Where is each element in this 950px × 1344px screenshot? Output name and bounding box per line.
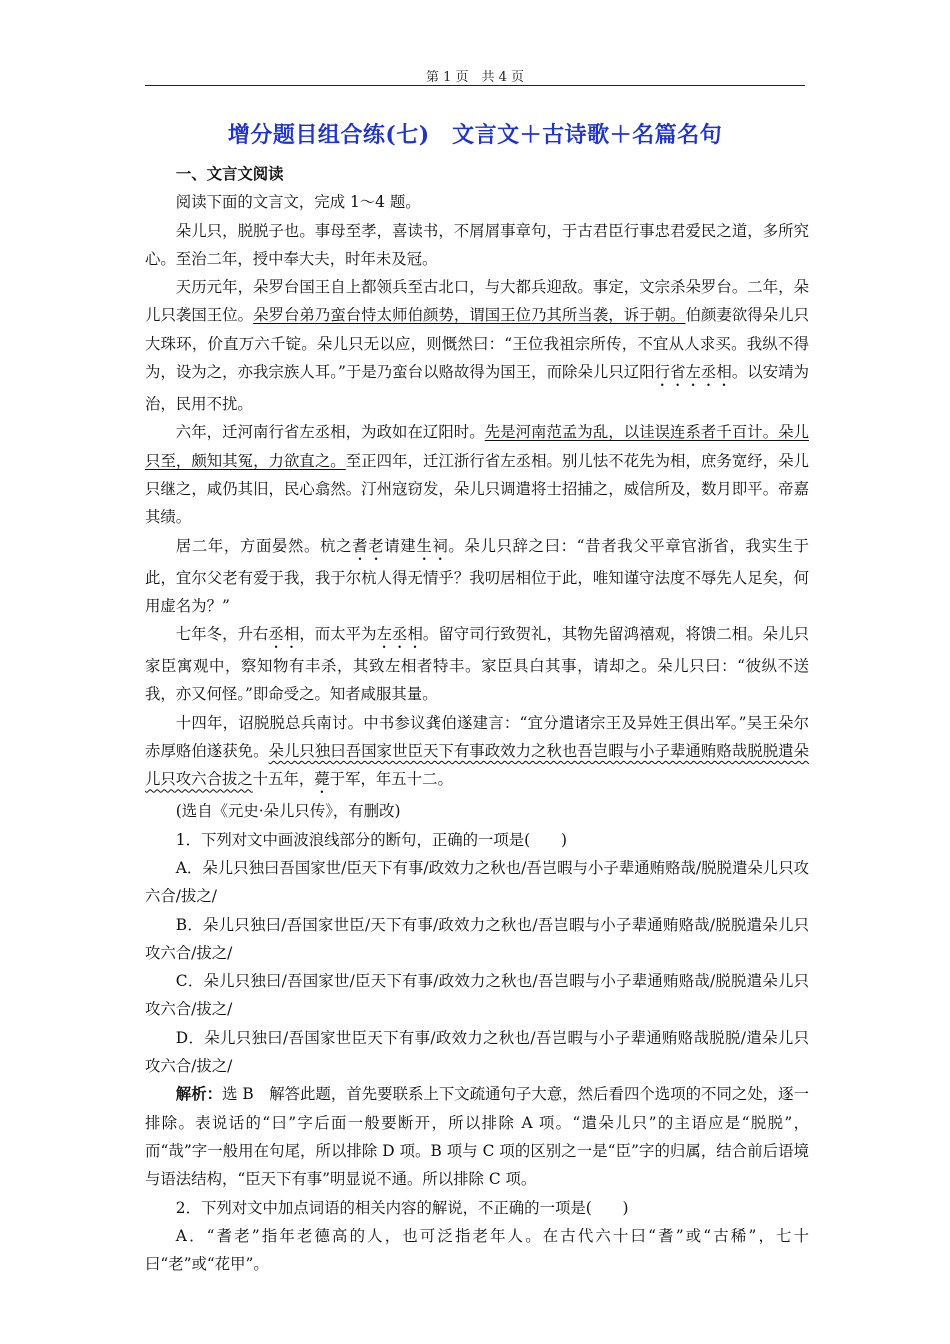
instruction: 阅读下面的文言文，完成 1～4 题。 (175, 193, 421, 212)
passage-paragraph-5: 七年冬，升右丞相，而太平为左丞相。留守司行致贺礼，其物先留鸿禧观，将馈二相。朵儿只家臣寓观中，察知物有丰杀，其致左相者特丰。家臣具白其事，请却之。朵儿只曰：“彼纵不送我，亦又何怪。”即命受之。知者咸服其量。 (145, 625, 809, 704)
question-2-option-a: A．“耆老”指年老德高的人，也可泛指老年人。在古代六十曰“耆”或“古稀”，七十曰“老”或“花甲”。 (145, 1226, 809, 1274)
dotted-term: 薨 (314, 770, 330, 789)
question-1-option-a: A．朵儿只独曰吾国家世/臣天下有事/政效力之秋也/吾岂暇与小子辈通贿赂哉/脱脱遣朵儿只攻六合/拔之/ (145, 858, 809, 906)
dotted-term: 耆老 (352, 536, 385, 555)
underlined-sentence-2: 先是河南范孟为乱，以诖误连系者千百计。朵儿只至，颇知其冤，力欲直之。 (145, 423, 809, 470)
underlined-sentence-1: 朵罗台弟乃蛮台恃太师伯颜势，谓国王位乃其所当袭，诉于朝。 (253, 306, 686, 325)
page-header: 第 1 页 共 4 页 (425, 70, 525, 85)
analysis-label: 解析： (175, 1085, 223, 1104)
question-1-option-b: B．朵儿只独曰/吾国家世臣/天下有事/政效力之秋也/吾岂暇与小子辈通贿赂哉/脱脱遣朵儿只攻六合/拔之/ (145, 915, 809, 962)
passage-paragraph-3: 六年，迁河南行省左丞相，为政如在辽阳时。先是河南范孟为乱，以诖误连系者千百计。朵儿只至，颇知其冤，力欲直之。至正四年，迁江浙行省左丞相。别儿怯不花先为相，庶务宽纾，朵儿只继之，咸仍其旧，民心翕然。汀州寇窃发，朵儿只调遣将士招捕之，威信所及，数月即平。帝嘉其绩。 (145, 423, 809, 527)
question-1-analysis (145, 1080, 809, 1193)
passage-paragraph-1: 朵儿只，脱脱子也。事母至孝，喜读书，不屑屑事章句，于古君臣行事忠君爱民之道，多所究心。至治二年，授中奉大夫，时年未及冠。 (145, 221, 809, 268)
section-heading: 一、文言文阅读 (175, 165, 284, 183)
passage-paragraph-4: 居二年，方面晏然。杭之耆老请建生祠。朵儿只辞之曰：“昔者我父平章官浙省，我实生于此，宜尔父老有爱于我，我于尔杭人得无情乎？我叨居相位于此，唯知谨守法度不辱先人足矣，何用虚名为？” (145, 536, 809, 615)
wavy-underlined-passage: 朵儿只独曰吾国家世臣天下有事政效力之秋也吾岂暇与小子辈通贿赂哉脱脱遣朵儿只攻六合拔之 (145, 742, 809, 789)
dotted-term: 左丞相 (376, 625, 423, 644)
passage-paragraph-2: 天历元年，朵罗台国王自上都领兵至古北口，与大都兵迎敌。事定，文宗杀朵罗台。二年，朵儿只袭国王位。朵罗台弟乃蛮台恃太师伯颜势，谓国王位乃其所当袭，诉于朝。伯颜妻欲得朵儿只大珠环，价直万六千锭。朵儿只无以应，则慨然曰：“王位我祖宗所传，不宜从人求买。我纵不得为，设为之，亦我宗族人耳。”于是乃蛮台以赂故得为国王，而除朵儿只辽阳行省左丞相。以安靖为治，民用不扰。 (145, 278, 809, 414)
passage-paragraph-6: 十四年，诏脱脱总兵南讨。中书参议龚伯遂建言：“宜分遣诸宗王及异姓王俱出军。”吴王朵尔赤厚赂伯遂获免。朵儿只独曰吾国家世臣天下有事政效力之秋也吾岂暇与小子辈通贿赂哉脱脱遣朵儿只攻六合拔之十五年，薨于军，年五十二。 (145, 713, 809, 789)
analysis-text: 解答此题，首先要联系上下文疏通句子大意，然后看四个选项的不同之处，逐一排除。表说话的“曰”字后面一般要断开，所以排除 A 项。“遣朵儿只”的主语应是“脱脱”，而“哉”字一般用在句尾，所以排除 D 项。B 项与 C 项的区别之一是“臣”字的归属，结合前后语境与语法结构，“臣天下有事”明显说不通。所以排除 C 项。 (145, 1085, 809, 1189)
analysis-answer: 选 B (222, 1085, 254, 1104)
passage-source: (选自《元史·朵儿只传》，有删改) (175, 802, 401, 821)
dotted-term: 生祠 (416, 536, 449, 555)
question-1-stem: 1．下列对文中画波浪线部分的断句，正确的一项是( ) (175, 830, 567, 849)
question-2-stem: 2．下列对文中加点词语的相关内容的解说，不正确的一项是( ) (175, 1198, 629, 1217)
question-1-option-d: D．朵儿只独曰/吾国家世臣天下有事/政效力之秋也/吾岂暇与小子辈通贿赂哉脱脱/遣朵儿只攻六合/拔之/ (145, 1028, 809, 1076)
question-1-option-c: C．朵儿只独曰/吾国家世/臣天下有事/政效力之秋也/吾岂暇与小子辈通贿赂哉/脱脱遣朵儿只攻六合/拔之/ (145, 972, 809, 1019)
document-body (145, 160, 809, 1278)
header-divider (145, 85, 805, 86)
dotted-term: 行省左丞相 (654, 363, 732, 382)
dotted-term: 丞相 (268, 625, 300, 644)
page-title: 增分题目组合练(七) 文言文＋古诗歌＋名篇名句 (227, 122, 723, 148)
